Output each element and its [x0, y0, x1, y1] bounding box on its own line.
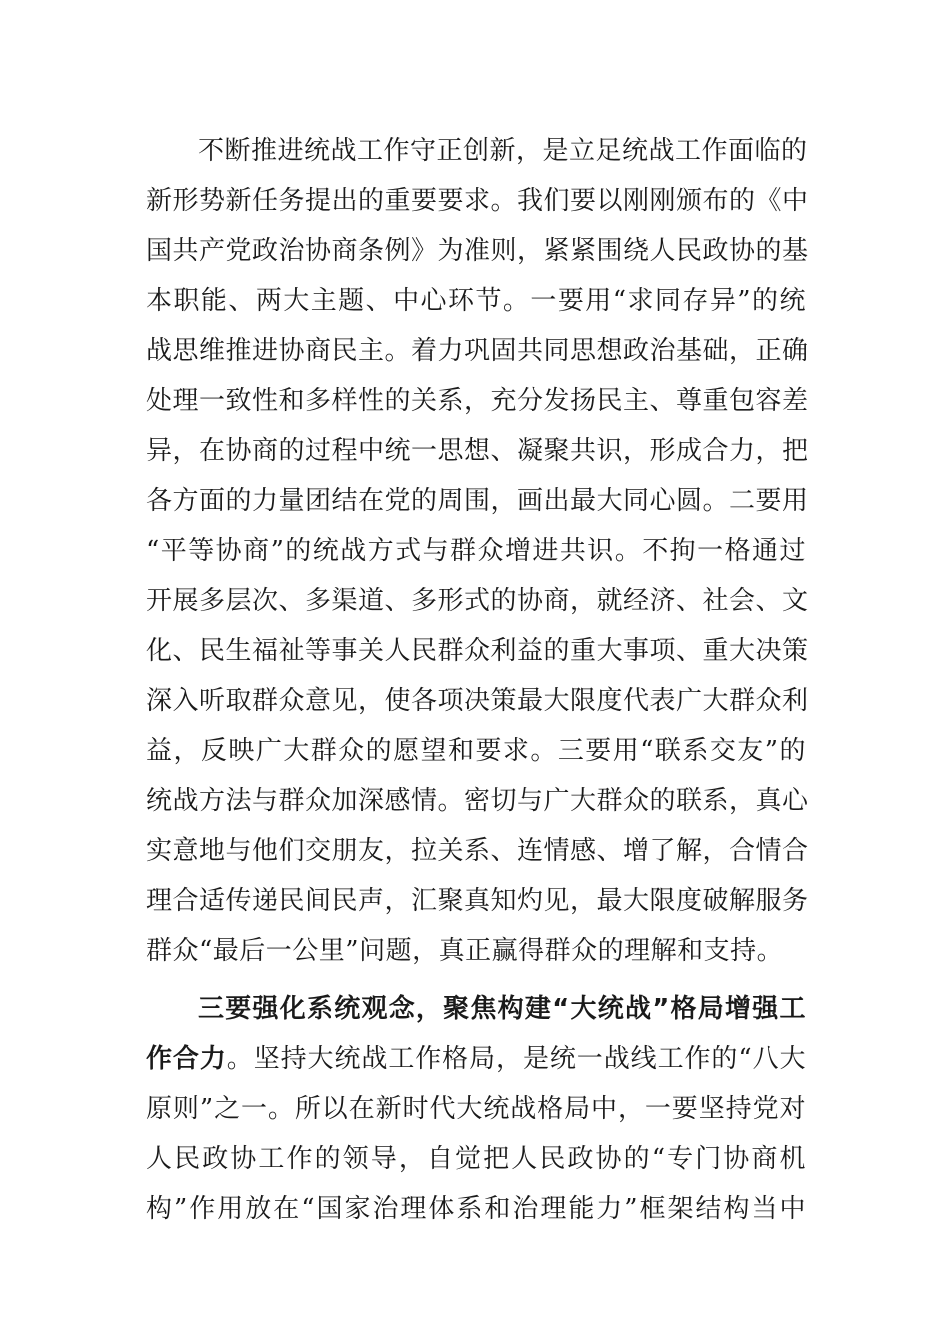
paragraph-1-line: 新形势新任务提出的重要要求。我们要以刚刚颁布的《中	[146, 186, 809, 216]
paragraph-1-line: 各方面的力量团结在党的周围，画出最大同心圆。二要用	[146, 486, 809, 516]
paragraph-1-line: 统战方法与群众加深感情。密切与广大群众的联系，真心	[146, 786, 809, 816]
paragraph-1-line: 实意地与他们交朋友，拉关系、连情感、增了解，合情合	[146, 836, 809, 866]
paragraph-2-line: 原则”之一。所以在新时代大统战格局中，一要坚持党对	[146, 1094, 806, 1124]
body-text	[146, 126, 809, 1234]
paragraph-1-line: 深入听取群众意见，使各项决策最大限度代表广大群众利	[146, 686, 809, 716]
paragraph-1-line: 本职能、两大主题、中心环节。一要用“求同存异”的统	[146, 286, 806, 316]
paragraph-1-line: 国共产党政治协商条例》为准则，紧紧围绕人民政协的基	[146, 236, 809, 266]
paragraph-1-line: “平等协商”的统战方式与群众增进共识。不拘一格通过	[146, 536, 806, 566]
paragraph-2-line	[146, 1034, 806, 1084]
paragraph-2-heading-line: 三要强化系统观念，聚焦构建“大统战”格局增强工	[198, 994, 806, 1024]
paragraph-1-line: 群众“最后一公里”问题，真正赢得群众的理解和支持。	[146, 936, 784, 966]
paragraph-1-line: 战思维推进协商民主。着力巩固共同思想政治基础，正确	[146, 336, 809, 366]
paragraph-gap	[146, 976, 806, 984]
paragraph-1-line: 化、民生福祉等事关人民群众利益的重大事项、重大决策	[146, 636, 809, 666]
paragraph-2-line-rest: 。坚持大统战工作格局，是统一战线工作的“八大	[226, 1044, 806, 1074]
paragraph-1-line: 开展多层次、多渠道、多形式的协商，就经济、社会、文	[146, 586, 809, 616]
paragraph-1-line: 处理一致性和多样性的关系，充分发扬民主、尊重包容差	[146, 386, 809, 416]
paragraph-1-line: 异，在协商的过程中统一思想、凝聚共识，形成合力，把	[146, 436, 809, 466]
paragraph-1-line: 益，反映广大群众的愿望和要求。三要用“联系交友”的	[146, 736, 806, 766]
paragraph-1-line: 不断推进统战工作守正创新，是立足统战工作面临的	[198, 136, 808, 166]
paragraph-1-line: 理合适传递民间民声，汇聚真知灼见，最大限度破解服务	[146, 886, 809, 916]
paragraph-2-line: 人民政协工作的领导，自觉把人民政协的“专门协商机	[146, 1144, 806, 1174]
paragraph-2-heading-end: 作合力	[146, 1044, 227, 1074]
paragraph-2-line: 构”作用放在“国家治理体系和治理能力”框架结构当中	[146, 1194, 806, 1224]
